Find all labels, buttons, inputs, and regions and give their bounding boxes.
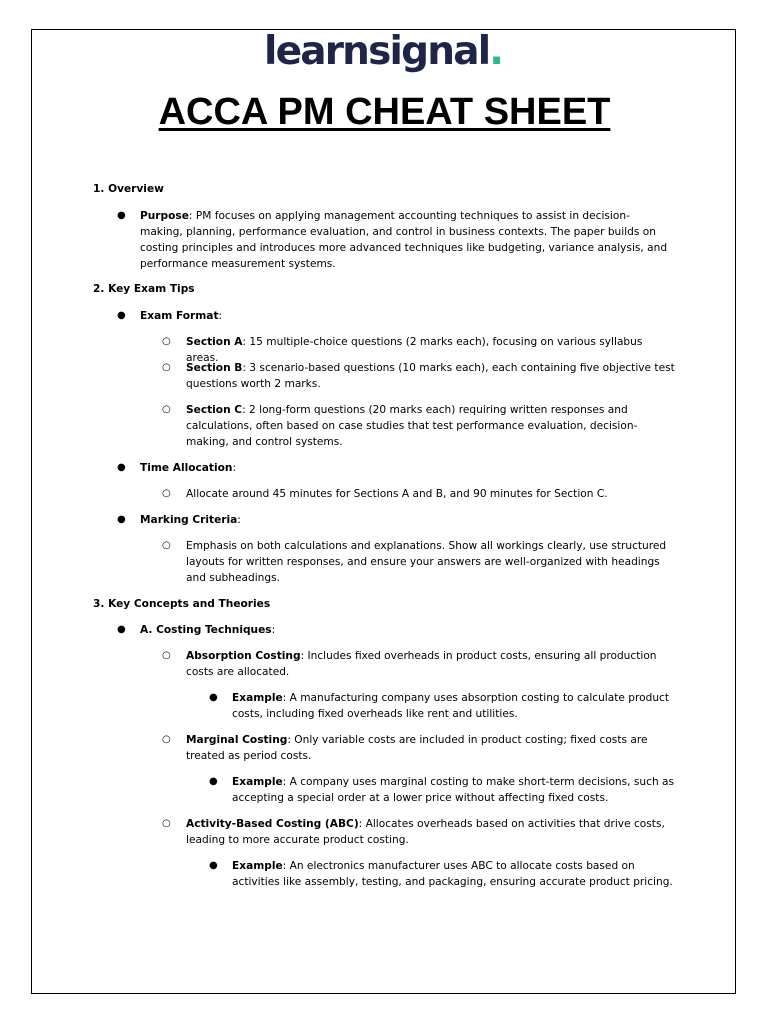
document-page xyxy=(31,29,736,994)
time-allocation-item xyxy=(140,460,236,476)
bullet-icon: ● xyxy=(209,860,218,871)
marginal-costing-term: Marginal Costing xyxy=(186,734,288,746)
section-c-term: Section C xyxy=(186,404,243,416)
costing-techniques-colon: : xyxy=(271,624,276,636)
section-b-item xyxy=(186,360,676,392)
heading-exam-tips: 2. Key Exam Tips xyxy=(93,283,195,295)
heading-concepts: 3. Key Concepts and Theories xyxy=(93,598,271,610)
bullet-icon: ● xyxy=(117,462,126,473)
absorption-example xyxy=(232,690,677,722)
marking-criteria-text: Emphasis on both calculations and explanations. Show all workings clearly, use structured layouts for written responses, and ensure your answers are well-organized with headings and subheadings. xyxy=(186,540,667,584)
circle-bullet-icon: ○ xyxy=(162,818,171,829)
marking-criteria-colon: : xyxy=(237,514,241,526)
absorption-costing-text: : Includes fixed overheads in product costs, ensuring all production costs are allocated. xyxy=(186,650,657,678)
document-body xyxy=(32,30,737,995)
circle-bullet-icon: ○ xyxy=(162,404,171,415)
purpose-term: Purpose xyxy=(140,210,189,222)
circle-bullet-icon: ○ xyxy=(162,336,171,347)
absorption-example-text: : A manufacturing company uses absorption costing to calculate product costs, including fixed overheads like rent and utilities. xyxy=(232,692,670,720)
absorption-costing-term: Absorption Costing xyxy=(186,650,301,662)
bullet-icon: ● xyxy=(209,776,218,787)
costing-techniques-term: A. Costing Techniques xyxy=(140,624,272,636)
circle-bullet-icon: ○ xyxy=(162,488,171,499)
section-a-text: : 15 multiple-choice questions (2 marks each), focusing on various syllabus areas. xyxy=(186,336,643,364)
bullet-icon: ● xyxy=(117,514,126,525)
section-c-item xyxy=(186,402,676,450)
costing-techniques-item xyxy=(140,622,275,638)
logo-dot: . xyxy=(489,29,503,74)
bullet-icon: ● xyxy=(117,624,126,635)
bullet-icon: ● xyxy=(209,692,218,703)
marginal-example-text: : A company uses marginal costing to make short-term decisions, such as accepting a special order at a lower price without affecting fixed costs. xyxy=(232,776,675,804)
marking-criteria-term: Marking Criteria xyxy=(140,514,238,526)
marking-criteria-item xyxy=(140,512,241,528)
circle-bullet-icon: ○ xyxy=(162,734,171,745)
absorption-costing-item xyxy=(186,648,676,680)
title-text: ACCA PM CHEAT SHEET xyxy=(158,91,611,133)
marginal-costing-item xyxy=(186,732,676,764)
abc-costing-term: Activity-Based Costing (ABC) xyxy=(186,818,359,830)
time-allocation-term: Time Allocation xyxy=(140,462,233,474)
logo-text: learnsignal xyxy=(264,29,490,74)
abc-costing-item xyxy=(186,816,676,848)
time-allocation-colon: : xyxy=(232,462,237,474)
section-b-text: : 3 scenario-based questions (10 marks each), each containing five objective test questions worth 2 marks. xyxy=(186,362,675,390)
heading-overview: 1. Overview xyxy=(93,183,164,195)
example-term: Example xyxy=(232,692,283,704)
time-allocation-text: Allocate around 45 minutes for Sections A and B, and 90 minutes for Section C. xyxy=(186,488,608,500)
exam-format-colon: : xyxy=(218,310,223,322)
section-b-term: Section B xyxy=(186,362,243,374)
bullet-icon: ● xyxy=(117,210,126,221)
purpose-paragraph xyxy=(140,208,670,272)
section-a-term: Section A xyxy=(186,336,243,348)
circle-bullet-icon: ○ xyxy=(162,540,171,551)
abc-example-text: : An electronics manufacturer uses ABC to allocate costs based on activities like assembly, testing, and packaging, ensuring accurate product pricing. xyxy=(232,860,673,888)
marginal-example xyxy=(232,774,677,806)
circle-bullet-icon: ○ xyxy=(162,650,171,661)
example-term: Example xyxy=(232,860,283,872)
abc-example xyxy=(232,858,677,890)
marginal-costing-text: : Only variable costs are included in product costing; fixed costs are treated as period costs. xyxy=(186,734,648,762)
purpose-text: : PM focuses on applying management accounting techniques to assist in decision-making, planning, performance evaluation, and control in business contexts. The paper builds on costing principles and introduces more advanced techniques like budgeting, variance analysis, and performance measurement systems. xyxy=(140,210,668,270)
section-c-text: : 2 long-form questions (20 marks each) requiring written responses and calculations, often based on case studies that test performance evaluation, decision-making, and control systems. xyxy=(186,404,638,448)
example-term: Example xyxy=(232,776,283,788)
abc-costing-text: : Allocates overheads based on activities that drive costs, leading to more accurate product costing. xyxy=(186,818,665,846)
circle-bullet-icon: ○ xyxy=(162,362,171,373)
bullet-icon: ● xyxy=(117,310,126,321)
exam-format-item xyxy=(140,308,222,324)
exam-format-term: Exam Format xyxy=(140,310,219,322)
